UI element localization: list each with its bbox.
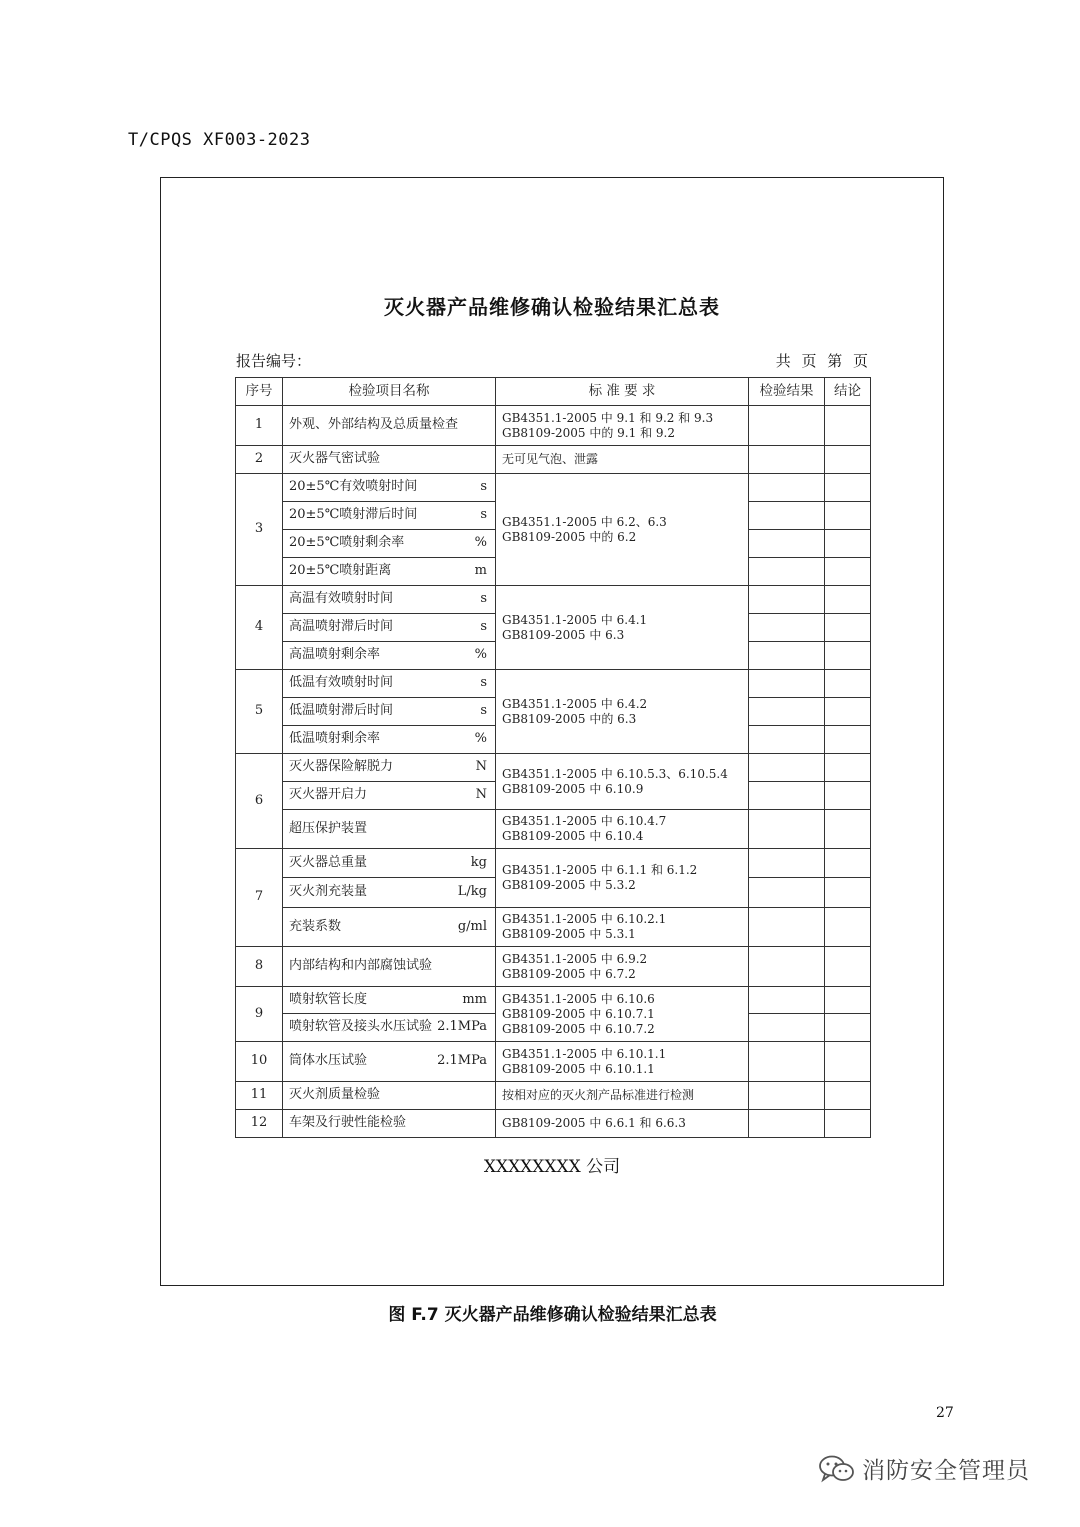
result-cell[interactable] (749, 1014, 825, 1042)
item-unit: s (480, 675, 487, 691)
conclusion-cell[interactable] (825, 614, 871, 642)
standard-cell (496, 987, 749, 1042)
item-unit: % (474, 731, 487, 747)
result-cell[interactable] (749, 754, 825, 782)
standard-cell (496, 1082, 749, 1110)
column-header-item: 检验项目名称 (283, 378, 496, 406)
result-cell[interactable] (749, 614, 825, 642)
result-cell[interactable] (749, 642, 825, 670)
form-title: 灭火器产品维修确认检验结果汇总表 (384, 295, 720, 319)
item-cell (283, 558, 496, 586)
conclusion-cell[interactable] (825, 558, 871, 586)
conclusion-cell[interactable] (825, 1110, 871, 1138)
table-row (236, 1082, 871, 1110)
table-row (236, 446, 871, 474)
item-cell (283, 754, 496, 782)
conclusion-cell[interactable] (825, 947, 871, 987)
item-cell (283, 586, 496, 614)
conclusion-cell[interactable] (825, 406, 871, 446)
standard-cell (496, 446, 749, 474)
item-unit: s (480, 591, 487, 607)
column-header-conclusion: 结论 (825, 378, 871, 406)
item-cell (283, 810, 496, 849)
item-cell (283, 614, 496, 642)
standard-line: GB4351.1-2005 中 6.4.2 (502, 696, 648, 711)
standard-line: GB4351.1-2005 中 6.10.1.1 (502, 1046, 667, 1061)
standard-line: GB8109-2005 中的 6.3 (502, 711, 637, 726)
column-header-seq: 序号 (236, 378, 283, 406)
company-name: XXXXXXXX 公司 (483, 1157, 621, 1177)
result-cell[interactable] (749, 474, 825, 502)
item-cell (283, 849, 496, 878)
item-name: 高温喷射滞后时间 (289, 619, 394, 635)
result-cell[interactable] (749, 810, 825, 849)
table-row (236, 754, 871, 782)
item-unit: N (475, 759, 487, 775)
item-name: 灭火器总重量 (289, 854, 368, 870)
standard-line: GB4351.1-2005 中 6.10.2.1 (502, 912, 667, 926)
standard-cell (496, 754, 749, 810)
conclusion-cell[interactable] (825, 586, 871, 614)
item-name: 20±5℃喷射距离 (289, 563, 392, 579)
item-name: 高温有效喷射时间 (289, 591, 394, 607)
item-cell (283, 474, 496, 502)
inspection-table (235, 377, 871, 1138)
row-seq: 7 (236, 849, 283, 947)
item-unit: s (480, 479, 487, 495)
standard-line: GB8109-2005 中 6.10.7.2 (502, 1021, 655, 1036)
row-seq: 8 (236, 947, 283, 987)
standard-line: GB8109-2005 中的 6.2 (502, 529, 637, 544)
table-row (236, 670, 871, 698)
result-cell[interactable] (749, 1042, 825, 1082)
item-cell (283, 1082, 496, 1110)
conclusion-cell[interactable] (825, 810, 871, 849)
table-row (236, 810, 871, 849)
row-seq: 11 (236, 1082, 283, 1110)
row-seq: 2 (236, 446, 283, 474)
table-row (236, 1042, 871, 1082)
row-seq: 12 (236, 1110, 283, 1138)
conclusion-cell[interactable] (825, 530, 871, 558)
result-cell[interactable] (749, 530, 825, 558)
table-row (236, 849, 871, 878)
item-cell (283, 726, 496, 754)
standard-cell (496, 474, 749, 586)
result-cell[interactable] (749, 1110, 825, 1138)
document-code: T/CPQS XF003-2023 (128, 130, 311, 150)
conclusion-cell[interactable] (825, 849, 871, 878)
standard-cell (496, 406, 749, 446)
standard-line: GB4351.1-2005 中 6.2、6.3 (502, 514, 667, 529)
item-cell (283, 446, 496, 474)
standard-cell (496, 586, 749, 670)
table-row (236, 947, 871, 987)
item-unit: L/kg (457, 884, 487, 900)
item-name: 灭火剂充装量 (289, 884, 368, 900)
standard-line: GB8109-2005 中 6.10.4 (502, 829, 644, 843)
item-cell (283, 642, 496, 670)
conclusion-cell[interactable] (825, 1014, 871, 1042)
figure-caption: 图 F.7 灭火器产品维修确认检验结果汇总表 (388, 1305, 717, 1325)
item-unit: s (480, 619, 487, 635)
item-name: 低温喷射剩余率 (289, 731, 381, 747)
item-cell (283, 406, 496, 446)
standard-line: GB8109-2005 中 6.6.1 和 6.6.3 (502, 1116, 686, 1130)
item-name: 筒体水压试验 (289, 1053, 368, 1069)
item-cell (283, 530, 496, 558)
conclusion-cell[interactable] (825, 474, 871, 502)
table-row (236, 908, 871, 947)
conclusion-cell[interactable] (825, 987, 871, 1014)
standard-line: GB8109-2005 中 6.3 (502, 627, 625, 642)
conclusion-cell[interactable] (825, 754, 871, 782)
conclusion-cell[interactable] (825, 642, 871, 670)
standard-cell (496, 947, 749, 987)
item-name: 超压保护装置 (289, 820, 368, 836)
standard-line: GB8109-2005 中 5.3.2 (502, 878, 636, 892)
result-cell[interactable] (749, 987, 825, 1014)
result-cell[interactable] (749, 558, 825, 586)
result-cell[interactable] (749, 947, 825, 987)
item-name: 内部结构和内部腐蚀试验 (289, 958, 433, 974)
conclusion-cell[interactable] (825, 502, 871, 530)
conclusion-cell[interactable] (825, 698, 871, 726)
row-seq: 3 (236, 474, 283, 586)
item-unit: 2.1MPa (437, 1053, 487, 1069)
table-row (236, 586, 871, 614)
standard-line: GB8109-2005 中的 9.1 和 9.2 (502, 425, 675, 440)
standard-line: GB8109-2005 中 6.10.1.1 (502, 1061, 655, 1076)
conclusion-cell[interactable] (825, 1082, 871, 1110)
conclusion-cell[interactable] (825, 726, 871, 754)
conclusion-cell[interactable] (825, 446, 871, 474)
standard-line: GB8109-2005 中 6.10.7.1 (502, 1006, 655, 1021)
column-header-result: 检验结果 (749, 378, 825, 406)
result-cell[interactable] (749, 782, 825, 810)
item-unit: kg (470, 854, 487, 870)
standard-cell (496, 1042, 749, 1082)
item-cell (283, 670, 496, 698)
result-cell[interactable] (749, 502, 825, 530)
item-name: 20±5℃有效喷射时间 (289, 479, 418, 495)
report-number-label: 报告编号： (236, 352, 312, 370)
page-info: 共 页 第 页 (775, 352, 868, 370)
row-seq: 4 (236, 586, 283, 670)
standard-line: GB4351.1-2005 中 9.1 和 9.2 和 9.3 (502, 410, 714, 425)
page-number: 27 (936, 1405, 954, 1421)
item-name: 充装系数 (289, 918, 342, 934)
standard-cell (496, 810, 749, 849)
item-name: 车架及行驶性能检验 (289, 1115, 407, 1131)
standard-cell (496, 908, 749, 947)
item-name: 低温有效喷射时间 (289, 675, 394, 691)
result-cell[interactable] (749, 878, 825, 908)
table-row (236, 1110, 871, 1138)
row-seq: 9 (236, 987, 283, 1042)
result-cell[interactable] (749, 446, 825, 474)
standard-line: GB8109-2005 中 6.10.9 (502, 781, 644, 796)
result-cell[interactable] (749, 1082, 825, 1110)
row-seq: 10 (236, 1042, 283, 1082)
item-cell (283, 947, 496, 987)
row-seq: 1 (236, 406, 283, 446)
standard-cell (496, 670, 749, 754)
item-unit: s (480, 703, 487, 719)
standard-line: GB4351.1-2005 中 6.10.6 (502, 991, 655, 1006)
result-cell[interactable] (749, 698, 825, 726)
item-name: 喷射软管长度 (289, 991, 368, 1007)
conclusion-cell[interactable] (825, 782, 871, 810)
standard-line: GB8109-2005 中 6.7.2 (502, 966, 636, 981)
watermark-text: 消防安全管理员 (862, 1458, 1030, 1484)
item-cell (283, 878, 496, 908)
standard-line: 按相对应的灭火剂产品标准进行检测 (502, 1088, 695, 1102)
standard-line: 无可见气泡、泄露 (502, 452, 599, 466)
item-name: 灭火器气密试验 (289, 451, 381, 467)
item-unit: 2.1MPa (437, 1019, 487, 1035)
item-cell (283, 1014, 496, 1042)
result-cell[interactable] (749, 406, 825, 446)
item-unit: mm (462, 991, 487, 1007)
standard-line: GB4351.1-2005 中 6.10.4.7 (502, 814, 667, 828)
item-unit: % (474, 647, 487, 663)
result-cell[interactable] (749, 586, 825, 614)
result-cell[interactable] (749, 849, 825, 878)
item-name: 灭火器开启力 (289, 787, 368, 803)
item-unit: N (475, 787, 487, 803)
item-name: 灭火器保险解脱力 (289, 759, 394, 775)
item-name: 灭火剂质量检验 (289, 1087, 381, 1103)
item-name: 高温喷射剩余率 (289, 647, 381, 663)
item-cell (283, 782, 496, 810)
wechat-icon (818, 1454, 856, 1484)
item-unit: % (474, 535, 487, 551)
standard-line: GB4351.1-2005 中 6.4.1 (502, 612, 648, 627)
watermark (818, 1452, 1030, 1485)
standard-line: GB4351.1-2005 中 6.10.5.3、6.10.5.4 (502, 766, 728, 781)
item-cell (283, 1110, 496, 1138)
item-name: 20±5℃喷射剩余率 (289, 535, 405, 551)
item-name: 低温喷射滞后时间 (289, 703, 394, 719)
item-cell (283, 1042, 496, 1082)
table-header-row (236, 378, 871, 406)
row-seq: 6 (236, 754, 283, 849)
standard-line: GB8109-2005 中 5.3.1 (502, 927, 636, 941)
item-unit: m (474, 563, 487, 579)
table-row (236, 474, 871, 502)
item-cell (283, 698, 496, 726)
item-name: 喷射软管及接头水压试验 (289, 1019, 433, 1035)
column-header-standard: 标 准 要 求 (496, 378, 749, 406)
conclusion-cell[interactable] (825, 1042, 871, 1082)
item-cell (283, 908, 496, 947)
standard-line: GB4351.1-2005 中 6.1.1 和 6.1.2 (502, 863, 698, 877)
table-row (236, 406, 871, 446)
standard-line: GB4351.1-2005 中 6.9.2 (502, 951, 648, 966)
row-seq: 5 (236, 670, 283, 754)
conclusion-cell[interactable] (825, 670, 871, 698)
result-cell[interactable] (749, 908, 825, 947)
standard-cell (496, 1110, 749, 1138)
conclusion-cell[interactable] (825, 878, 871, 908)
item-name: 外观、外部结构及总质量检查 (289, 417, 459, 433)
result-cell[interactable] (749, 670, 825, 698)
standard-cell (496, 849, 749, 908)
item-unit: g/ml (457, 918, 487, 934)
item-cell (283, 502, 496, 530)
item-name: 20±5℃喷射滞后时间 (289, 507, 418, 523)
result-cell[interactable] (749, 726, 825, 754)
item-unit: s (480, 507, 487, 523)
conclusion-cell[interactable] (825, 908, 871, 947)
item-cell (283, 987, 496, 1014)
table-row (236, 987, 871, 1014)
